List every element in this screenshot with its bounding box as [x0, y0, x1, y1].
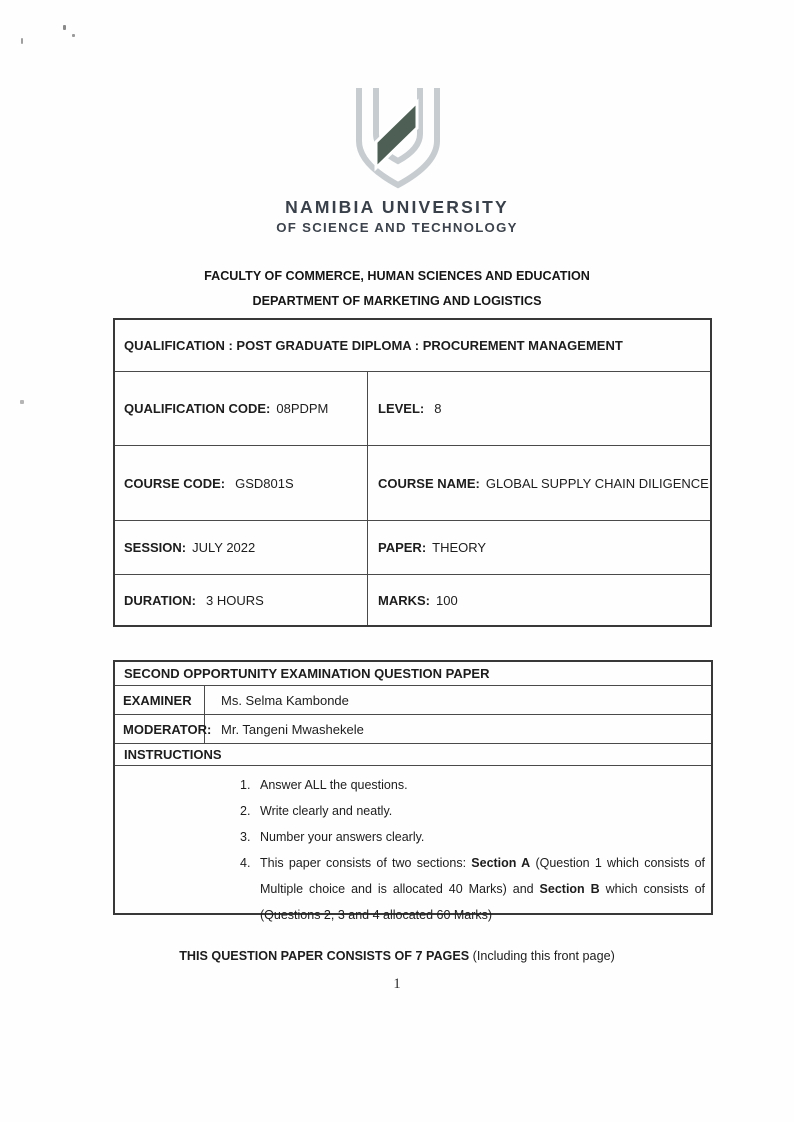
instruction-item [240, 798, 705, 824]
course-code-cell [115, 446, 367, 520]
instruction-item [240, 824, 705, 850]
instruction-text: Answer ALL the questions. [260, 778, 408, 792]
instruction-item [240, 850, 705, 928]
qualification-code-value: 08PDPM [276, 401, 329, 416]
instruction-line: (Questions 2, 3 and 4 allocated 60 Marks) [260, 908, 493, 922]
exam-title: SECOND OPPORTUNITY EXAMINATION QUESTION PAPER [124, 666, 490, 681]
scan-speck [72, 34, 75, 37]
qualification-row [115, 320, 710, 371]
examiner-label: EXAMINER [115, 686, 205, 714]
instructions-body-row [115, 765, 711, 922]
university-shield-logo-icon [352, 87, 444, 189]
instruction-line [260, 876, 705, 902]
qualification-cell [115, 320, 710, 371]
course-code-label: COURSE CODE: [124, 475, 226, 491]
level-value: 8 [434, 401, 442, 416]
instructions-label-row [115, 743, 711, 765]
instruction-text: Write clearly and neatly. [260, 804, 393, 818]
course-name-cell [367, 446, 710, 520]
level-label: LEVEL: [378, 401, 425, 416]
examiner-row [115, 685, 711, 714]
marks-value: 100 [436, 592, 458, 608]
instruction-line [260, 850, 705, 876]
exam-details-table [113, 660, 713, 922]
instruction-number: 3. [240, 830, 251, 844]
qualification-code-cell [115, 372, 367, 445]
line-text: (Question 1 which consists of [530, 856, 706, 870]
scan-speck [63, 25, 66, 30]
course-code-value: GSD801S [235, 475, 294, 491]
moderator-label: MODERATOR: [115, 715, 205, 743]
examiner-name: Ms. Selma Kambonde [221, 692, 349, 708]
footer-normal-text: (Including this front page) [469, 949, 615, 963]
page-number: 1 [393, 976, 401, 992]
moderator-name: Mr. Tangeni Mwashekele [221, 721, 364, 737]
section-a-bold: Section A [471, 856, 531, 870]
table-row [115, 371, 710, 445]
line-text: This paper consists of two sections: [260, 856, 472, 870]
instruction-number: 4. [240, 856, 251, 870]
university-tagline: OF SCIENCE AND TECHNOLOGY [276, 220, 518, 235]
instruction-text: Number your answers clearly. [260, 830, 425, 844]
line-text: Multiple choice and is allocated 40 Marks) and [260, 882, 540, 896]
marks-cell [367, 575, 710, 625]
instruction-text [260, 850, 705, 928]
scan-speck [21, 38, 23, 44]
paper-cell [367, 521, 710, 574]
exam-title-row [115, 662, 711, 685]
instruction-number: 2. [240, 804, 251, 818]
duration-cell [115, 575, 367, 625]
footer-note [0, 949, 794, 963]
line-text: which consists of [599, 882, 705, 896]
duration-value: 3 HOURS [205, 592, 264, 608]
paper-value: THEORY [432, 540, 487, 555]
level-cell [367, 372, 710, 445]
session-label: SESSION: [124, 540, 187, 555]
footer-bold-text: THIS QUESTION PAPER CONSISTS OF 7 PAGES [179, 949, 470, 963]
instructions-list [115, 766, 711, 928]
course-name-label: COURSE NAME: [378, 475, 480, 491]
table-row [115, 574, 710, 625]
table-row [115, 520, 710, 574]
faculty-heading: FACULTY OF COMMERCE, HUMAN SCIENCES AND EDUCATION [204, 269, 590, 283]
table-row [115, 445, 710, 520]
instructions-label: INSTRUCTIONS [124, 747, 222, 762]
department-heading: DEPARTMENT OF MARKETING AND LOGISTICS [252, 294, 542, 308]
section-b-bold: Section B [539, 882, 600, 896]
university-name: NAMIBIA UNIVERSITY [285, 197, 509, 217]
course-info-table [113, 318, 712, 627]
session-value: JULY 2022 [192, 540, 256, 555]
marks-label: MARKS: [378, 592, 430, 608]
instruction-item [240, 772, 705, 798]
course-name-value: GLOBAL SUPPLY CHAIN DILIGENCE [485, 475, 709, 491]
session-cell [115, 521, 367, 574]
paper-label: PAPER: [378, 540, 427, 555]
moderator-row [115, 714, 711, 743]
instruction-number: 1. [240, 778, 251, 792]
qualification-text: QUALIFICATION : POST GRADUATE DIPLOMA : PROCUREMENT MANAGEMENT [124, 338, 623, 353]
qualification-code-label: QUALIFICATION CODE: [124, 401, 271, 416]
duration-label: DURATION: [124, 592, 196, 608]
scan-speck [20, 400, 24, 404]
